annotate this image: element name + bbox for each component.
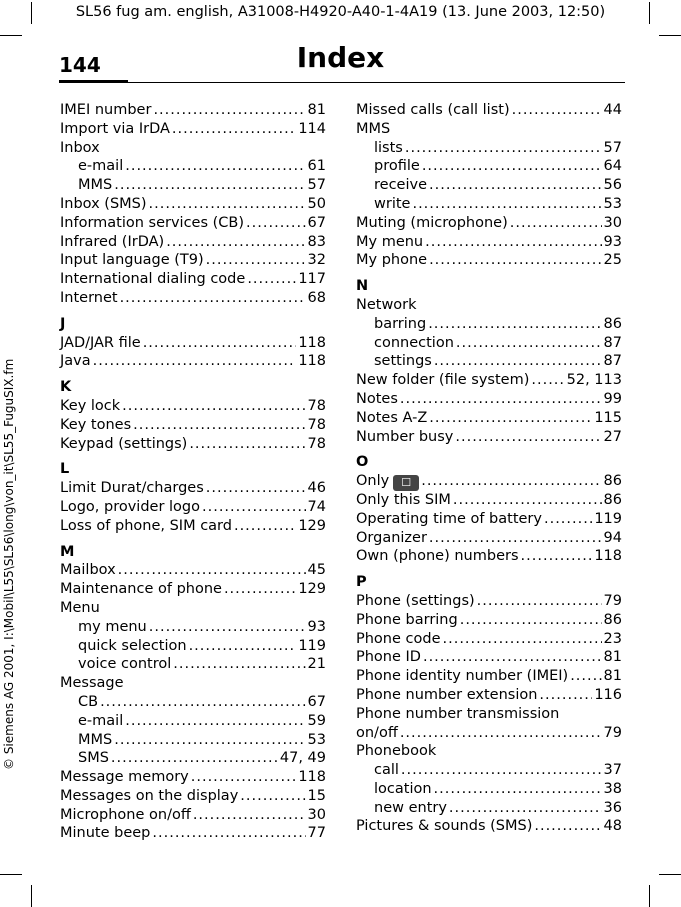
leader-dots xyxy=(434,352,602,371)
index-letter: N xyxy=(356,278,369,295)
entry-text: Phone code xyxy=(356,630,441,647)
index-entry xyxy=(356,101,622,120)
page-ref: 53 xyxy=(603,195,622,212)
leader-dots xyxy=(544,510,592,529)
index-entry xyxy=(60,806,326,825)
leader-dots xyxy=(412,195,601,214)
leader-dots xyxy=(422,157,602,176)
entry-text: Infrared (IrDA) xyxy=(60,233,165,250)
leader-dots xyxy=(429,529,602,548)
entry-text: Internet xyxy=(60,289,118,306)
entry-text: Information services (CB) xyxy=(60,214,245,231)
index-subentry xyxy=(356,334,622,353)
leader-dots xyxy=(400,390,602,409)
entry-text: Message xyxy=(60,675,124,692)
index-subentry xyxy=(60,176,326,195)
index-subentry xyxy=(356,799,622,818)
leader-dots xyxy=(202,498,306,517)
entry-text: IMEI number xyxy=(60,102,152,118)
index-subentry xyxy=(356,780,622,799)
page-ref: 57 xyxy=(603,139,622,156)
index-entry xyxy=(356,390,622,409)
index-entry xyxy=(60,289,326,308)
entry-text: Minute beep xyxy=(60,825,151,842)
index-heading xyxy=(356,296,622,315)
entry-text: International dialing code xyxy=(60,271,246,288)
page-ref: 47, 49 xyxy=(279,750,326,767)
entry-text: Java xyxy=(60,353,91,370)
entry-text: Phone number extension xyxy=(356,686,538,703)
entry-text: connection xyxy=(374,334,454,351)
index-entry xyxy=(356,472,622,491)
page-ref: 32 xyxy=(307,252,326,269)
running-head: SL56 fug am. english, A31008-H4920-A40-1-4A19 (13. June 2003, 12:50) xyxy=(75,4,606,20)
index-subentry xyxy=(60,157,326,176)
index-subentry xyxy=(356,761,622,780)
leader-dots xyxy=(118,561,306,580)
index-entry xyxy=(60,787,326,806)
page-ref: 81 xyxy=(307,102,326,118)
page-ref: 99 xyxy=(603,390,622,407)
leader-dots xyxy=(510,214,602,233)
leader-dots xyxy=(405,139,602,158)
page-ref: 86 xyxy=(603,611,622,628)
page-title: Index xyxy=(296,41,385,74)
page-ref: 52, 113 xyxy=(566,372,622,389)
index-entry xyxy=(356,630,622,649)
index-entry xyxy=(60,334,326,353)
entry-text: Phone barring xyxy=(356,611,458,628)
entry-text: Operating time of battery xyxy=(356,510,542,527)
page-ref: 116 xyxy=(594,686,622,703)
entry-text: Missed calls (call list) xyxy=(356,102,510,118)
index-entry xyxy=(356,529,622,548)
index-heading xyxy=(60,139,326,158)
index-entry xyxy=(60,251,326,270)
page-ref: 93 xyxy=(307,618,326,635)
index-entry xyxy=(356,233,622,252)
leader-dots xyxy=(425,233,601,252)
page-ref: 57 xyxy=(307,177,326,194)
leader-dots xyxy=(247,270,296,289)
page-ref: 50 xyxy=(307,195,326,212)
entry-text: Import via IrDA xyxy=(60,120,170,137)
page-ref: 93 xyxy=(603,233,622,250)
page-ref: 87 xyxy=(603,334,622,351)
index-subentry xyxy=(356,352,622,371)
entry-text: SMS xyxy=(78,750,109,767)
page-ref: 15 xyxy=(307,787,326,804)
entry-text: Pictures & sounds (SMS) xyxy=(356,818,533,835)
page-ref: 44 xyxy=(603,102,622,118)
entry-text: New folder (file system) xyxy=(356,372,530,389)
crop-mark xyxy=(659,35,681,36)
index-subentry xyxy=(356,315,622,334)
index-heading xyxy=(60,674,326,693)
index-heading xyxy=(356,120,622,139)
entry-text: write xyxy=(374,195,411,212)
entry-text: Mailbox xyxy=(60,562,116,579)
entry-text: Phone number transmission xyxy=(356,705,560,722)
index-entry xyxy=(60,517,326,536)
entry-text: Phone (settings) xyxy=(356,592,475,609)
crop-mark xyxy=(659,874,681,875)
title-rule xyxy=(128,82,625,83)
index-subentry xyxy=(60,693,326,712)
crop-mark xyxy=(649,885,650,907)
index-entry xyxy=(356,817,622,836)
index-subentry xyxy=(60,618,326,637)
index-entry xyxy=(356,547,622,566)
entry-text: Network xyxy=(356,296,417,313)
page-ref: 67 xyxy=(307,693,326,710)
entry-text: call xyxy=(374,762,399,779)
index-entry xyxy=(60,435,326,454)
entry-text: My menu xyxy=(356,233,424,250)
page-ref: 37 xyxy=(603,762,622,779)
page-ref: 87 xyxy=(603,353,622,370)
entry-text: new entry xyxy=(374,799,447,816)
leader-dots xyxy=(401,761,602,780)
leader-dots xyxy=(189,637,297,656)
index-subentry xyxy=(60,637,326,656)
entry-text: Maintenance of phone xyxy=(60,581,222,598)
leader-dots xyxy=(125,157,305,176)
page-ref: 53 xyxy=(307,731,326,748)
leader-dots xyxy=(153,101,305,120)
entry-text: My phone xyxy=(356,252,428,269)
page-ref: 86 xyxy=(603,491,622,508)
entry-text: Inbox (SMS) xyxy=(60,195,147,212)
leader-dots xyxy=(428,315,601,334)
page-ref: 118 xyxy=(298,353,326,370)
index-entry xyxy=(356,251,622,270)
entry-text: Messages on the display xyxy=(60,787,239,804)
entry-text: Logo, provider logo xyxy=(60,498,200,515)
leader-dots xyxy=(421,472,601,491)
leader-dots xyxy=(193,806,306,825)
page-ref: 59 xyxy=(307,712,326,729)
leader-dots xyxy=(246,214,306,233)
index-subentry xyxy=(356,176,622,195)
entry-text: Phonebook xyxy=(356,743,437,760)
page-ref: 117 xyxy=(298,271,326,288)
leader-dots xyxy=(120,289,306,308)
index-entry xyxy=(60,824,326,843)
page-ref: 61 xyxy=(307,158,326,175)
page-ref: 38 xyxy=(603,780,622,797)
page-ref: 77 xyxy=(307,825,326,842)
page-ref: 67 xyxy=(307,214,326,231)
entry-text: receive xyxy=(374,177,427,194)
leader-dots xyxy=(455,428,601,447)
index-entry xyxy=(60,580,326,599)
leader-dots xyxy=(206,251,306,270)
entry-text: lists xyxy=(374,139,403,156)
crop-mark xyxy=(31,885,32,907)
leader-dots xyxy=(224,580,296,599)
entry-text: MMS xyxy=(78,731,113,748)
index-letter: O xyxy=(356,454,369,471)
index-letter: M xyxy=(60,543,75,560)
side-note: © Siemens AG 2001, I:\Mobil\L55\SL56\long\von_it\SL55_FuguSIX.fm xyxy=(2,358,16,770)
index-heading xyxy=(356,742,622,761)
entry-text: Keypad (settings) xyxy=(60,435,188,452)
index-entry xyxy=(356,491,622,510)
entry-text: Phone ID xyxy=(356,649,421,666)
index-entry xyxy=(60,397,326,416)
page-ref: 118 xyxy=(594,548,622,565)
index-entry xyxy=(60,479,326,498)
index-column-left xyxy=(60,101,326,843)
entry-text: Only xyxy=(356,473,390,490)
leader-dots xyxy=(240,787,305,806)
leader-dots xyxy=(534,817,601,836)
entry-text: profile xyxy=(374,158,420,175)
index-entry xyxy=(60,768,326,787)
page-ref: 83 xyxy=(307,233,326,250)
index-entry xyxy=(356,667,622,686)
leader-dots xyxy=(122,397,305,416)
page-ref: 86 xyxy=(603,473,622,490)
page-ref: 94 xyxy=(603,529,622,546)
index-entry xyxy=(60,233,326,252)
leader-dots xyxy=(429,251,601,270)
entry-text: voice control xyxy=(78,656,172,673)
key-icon: ☐ xyxy=(393,475,419,491)
leader-dots xyxy=(114,731,305,750)
leader-dots xyxy=(133,416,305,435)
page-ref: 45 xyxy=(307,562,326,579)
entry-text: Input language (T9) xyxy=(60,252,204,269)
index-heading xyxy=(60,599,326,618)
index-subentry xyxy=(60,712,326,731)
entry-text: e-mail xyxy=(78,712,124,729)
index-letter: K xyxy=(60,379,72,396)
page-ref: 79 xyxy=(603,592,622,609)
entry-text: MMS xyxy=(78,177,113,194)
page-ref: 119 xyxy=(298,637,326,654)
leader-dots xyxy=(434,780,602,799)
page-ref: 129 xyxy=(298,581,326,598)
leader-dots xyxy=(429,409,592,428)
page-ref: 81 xyxy=(603,649,622,666)
index-entry xyxy=(60,416,326,435)
entry-text: Inbox xyxy=(60,139,100,156)
page-ref: 56 xyxy=(603,177,622,194)
page-ref: 36 xyxy=(603,799,622,816)
leader-dots xyxy=(152,824,305,843)
entry-text: barring xyxy=(374,315,427,332)
leader-dots xyxy=(172,120,296,139)
leader-dots xyxy=(460,611,602,630)
entry-text: Limit Durat/charges xyxy=(60,480,204,497)
leader-dots xyxy=(173,655,305,674)
index-entry xyxy=(356,428,622,447)
index-entry xyxy=(356,686,622,705)
page-ref: 115 xyxy=(594,409,622,426)
entry-text: Phone identity number (IMEI) xyxy=(356,668,569,685)
leader-dots xyxy=(100,693,305,712)
page-ref: 27 xyxy=(603,428,622,445)
leader-dots xyxy=(570,667,601,686)
leader-dots xyxy=(429,176,602,195)
page-ref: 78 xyxy=(307,397,326,414)
entry-text: Key tones xyxy=(60,416,132,433)
page-ref: 30 xyxy=(307,806,326,823)
page-ref: 118 xyxy=(298,769,326,786)
leader-dots xyxy=(125,712,305,731)
index-entry xyxy=(60,195,326,214)
page-ref: 64 xyxy=(603,158,622,175)
entry-text: my menu xyxy=(78,618,147,635)
index-subentry xyxy=(356,195,622,214)
index-entry xyxy=(60,498,326,517)
index-entry xyxy=(356,592,622,611)
leader-dots xyxy=(400,724,602,743)
leader-dots xyxy=(149,195,306,214)
entry-text: Organizer xyxy=(356,529,427,546)
index-entry xyxy=(60,120,326,139)
page-ref: 86 xyxy=(603,315,622,332)
entry-text: Muting (microphone) xyxy=(356,214,508,231)
page-ref: 30 xyxy=(603,214,622,231)
entry-text: CB xyxy=(78,693,99,710)
page-ref: 23 xyxy=(603,630,622,647)
entry-text: location xyxy=(374,780,432,797)
entry-text: Microphone on/off xyxy=(60,806,191,823)
index-subentry xyxy=(60,655,326,674)
entry-text: Number busy xyxy=(356,428,454,445)
page-ref: 78 xyxy=(307,435,326,452)
entry-text: Only this SIM xyxy=(356,491,451,508)
index-letter: P xyxy=(356,574,367,591)
entry-text: e-mail xyxy=(78,158,124,175)
leader-dots xyxy=(206,479,306,498)
leader-dots xyxy=(114,176,305,195)
leader-dots xyxy=(539,686,592,705)
entry-text: quick selection xyxy=(78,637,187,654)
leader-dots xyxy=(477,592,602,611)
leader-dots xyxy=(189,435,305,454)
entry-text: Menu xyxy=(60,599,100,616)
entry-text: Message memory xyxy=(60,769,189,786)
leader-dots xyxy=(111,749,278,768)
index-heading xyxy=(356,705,622,724)
leader-dots xyxy=(443,630,602,649)
index-entry xyxy=(60,270,326,289)
page-ref: 81 xyxy=(603,668,622,685)
page-ref: 46 xyxy=(307,480,326,497)
page-ref: 129 xyxy=(298,517,326,534)
leader-dots xyxy=(149,618,306,637)
index-entry xyxy=(60,101,326,120)
index-entry xyxy=(60,214,326,233)
page-ref: 79 xyxy=(603,724,622,741)
leader-dots xyxy=(234,517,296,536)
index-entry xyxy=(356,371,622,390)
leader-dots xyxy=(512,101,602,120)
entry-text: MMS xyxy=(356,120,391,137)
entry-text: JAD/JAR file xyxy=(60,334,141,351)
page-ref: 119 xyxy=(594,510,622,527)
index-column-right xyxy=(356,101,622,836)
leader-dots xyxy=(423,648,602,667)
crop-mark xyxy=(0,874,22,875)
entry-text: Key lock xyxy=(60,397,121,414)
leader-dots xyxy=(521,547,593,566)
page-ref: 118 xyxy=(298,334,326,351)
leader-dots xyxy=(453,491,602,510)
index-letter: J xyxy=(60,315,66,332)
leader-dots xyxy=(531,371,564,390)
leader-dots xyxy=(93,352,297,371)
index-entry xyxy=(60,352,326,371)
page-ref: 114 xyxy=(298,120,326,137)
leader-dots xyxy=(166,233,305,252)
page-ref: 21 xyxy=(307,656,326,673)
index-subentry xyxy=(60,749,326,768)
index-subentry xyxy=(356,157,622,176)
entry-text: Notes A-Z xyxy=(356,409,428,426)
entry-text: Notes xyxy=(356,390,398,407)
page-ref: 25 xyxy=(603,252,622,269)
page-ref: 74 xyxy=(307,498,326,515)
index-entry xyxy=(356,409,622,428)
index-entry xyxy=(60,561,326,580)
entry-text: Own (phone) numbers xyxy=(356,548,519,565)
entry-text: Loss of phone, SIM card xyxy=(60,517,232,534)
page-ref: 78 xyxy=(307,416,326,433)
index-entry xyxy=(356,724,622,743)
index-entry xyxy=(356,214,622,233)
page-ref: 48 xyxy=(603,818,622,835)
index-letter: L xyxy=(60,461,70,478)
leader-dots xyxy=(449,799,602,818)
entry-text: on/off xyxy=(356,724,398,741)
leader-dots xyxy=(191,768,297,787)
index-subentry xyxy=(356,139,622,158)
index-entry xyxy=(356,510,622,529)
page-ref: 68 xyxy=(307,289,326,306)
leader-dots xyxy=(143,334,297,353)
entry-text: settings xyxy=(374,353,432,370)
title-rule-thick xyxy=(59,80,128,83)
index-entry xyxy=(356,648,622,667)
leader-dots xyxy=(456,334,602,353)
index-entry xyxy=(356,611,622,630)
crop-mark xyxy=(0,35,22,36)
index-subentry xyxy=(60,731,326,750)
page-number: 144 xyxy=(59,53,101,77)
